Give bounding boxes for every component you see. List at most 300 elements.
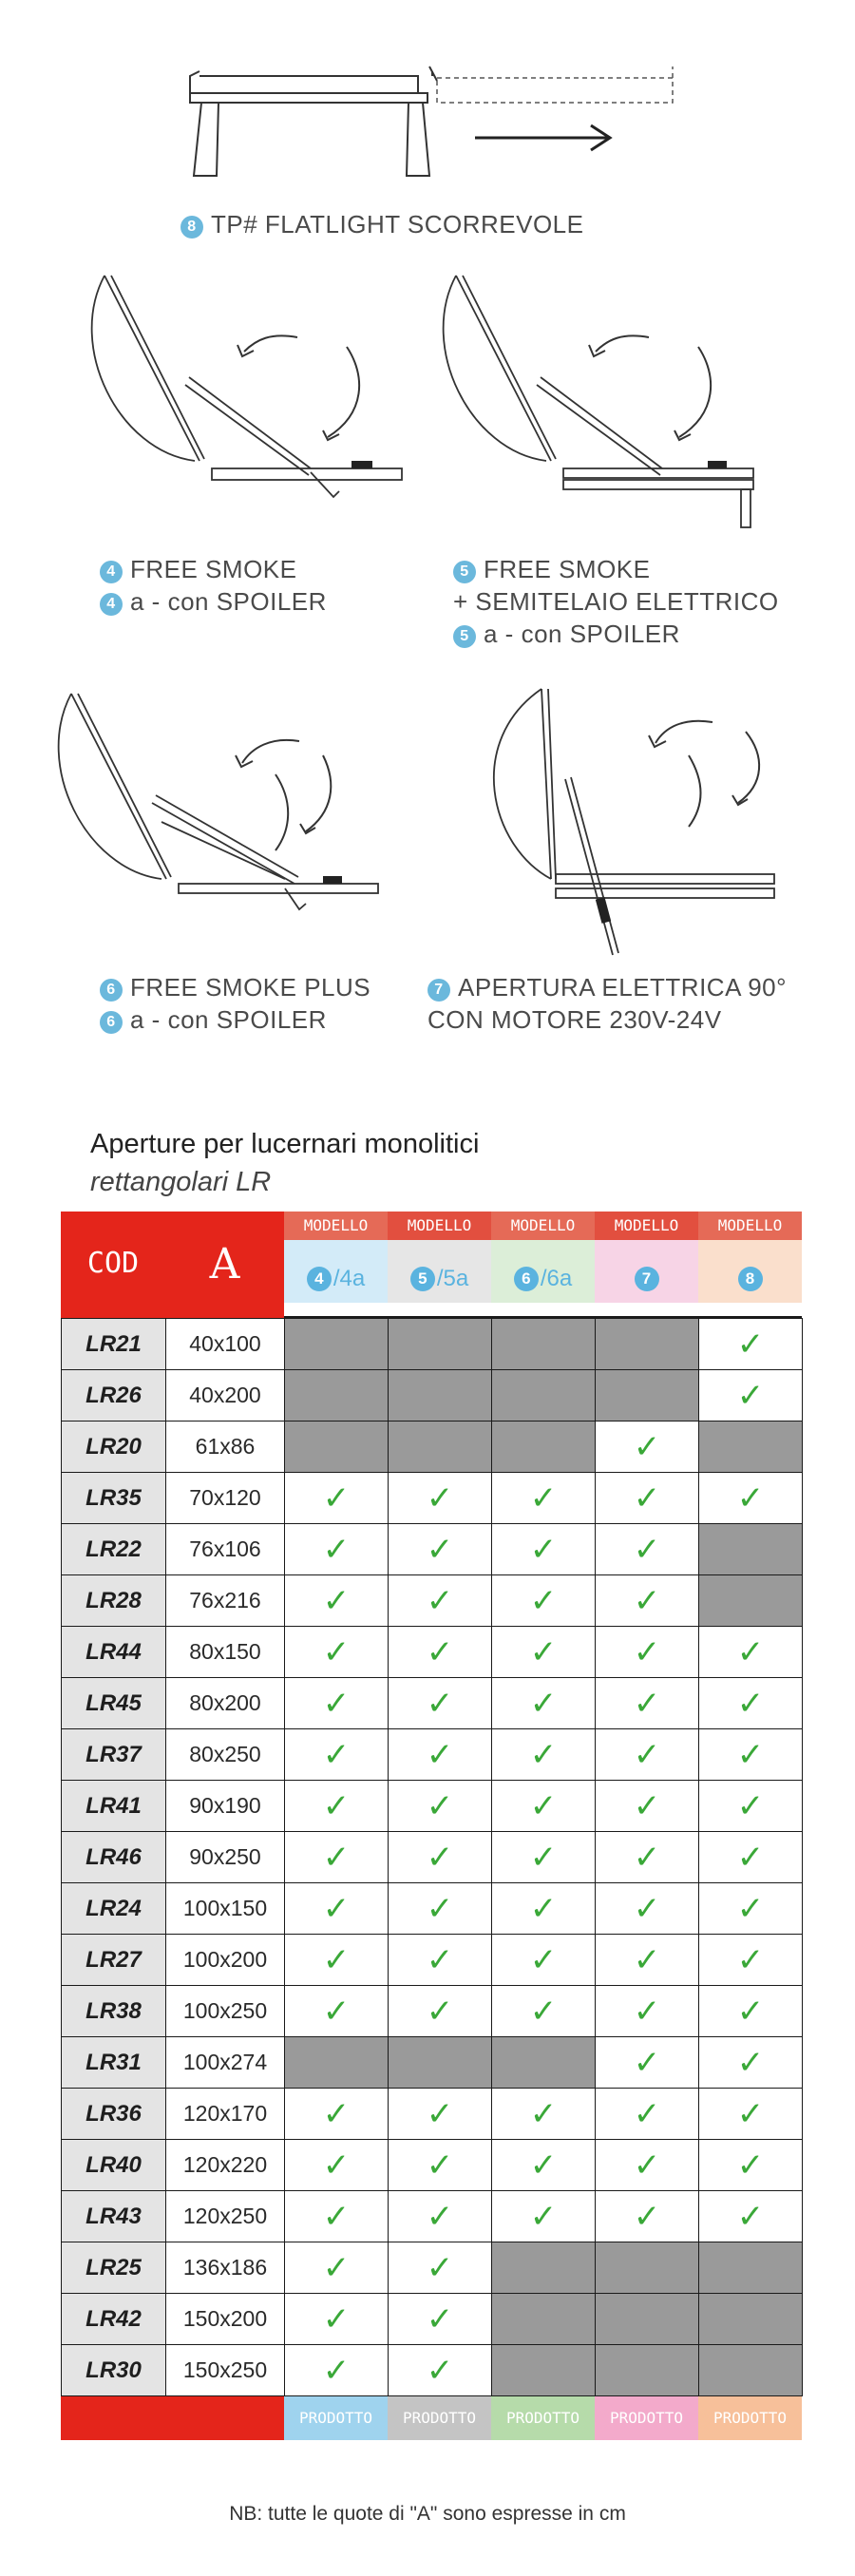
availability-no-cell [389, 1422, 492, 1473]
table-row [62, 1524, 803, 1575]
check-icon: ✓ [426, 1889, 454, 1928]
row-dimension: 100x274 [166, 2037, 285, 2089]
availability-yes-cell [596, 1729, 699, 1781]
model-header-tab: MODELLO [388, 1212, 491, 1240]
row-code: LR42 [62, 2294, 166, 2345]
availability-no-cell [596, 2294, 699, 2345]
availability-yes-cell [389, 1627, 492, 1678]
availability-yes-cell [389, 2242, 492, 2294]
check-icon: ✓ [736, 1838, 765, 1877]
availability-yes-cell [699, 1986, 803, 2037]
row-code: LR43 [62, 2191, 166, 2242]
availability-yes-cell [492, 1883, 596, 1935]
availability-no-cell [389, 1319, 492, 1370]
availability-yes-cell [285, 2242, 389, 2294]
row-code: LR35 [62, 1473, 166, 1524]
check-icon: ✓ [426, 1992, 454, 2031]
availability-yes-cell [389, 2089, 492, 2140]
availability-yes-cell [699, 1935, 803, 1986]
caption-6-line2: a - con SPOILER [130, 1005, 327, 1034]
availability-no-cell [492, 1370, 596, 1422]
availability-no-cell [699, 2242, 803, 2294]
check-icon: ✓ [322, 1632, 351, 1671]
row-code: LR26 [62, 1370, 166, 1422]
availability-yes-cell [699, 2089, 803, 2140]
availability-no-cell [492, 1422, 596, 1473]
check-icon: ✓ [529, 1992, 558, 2031]
check-icon: ✓ [736, 1992, 765, 2031]
check-icon: ✓ [529, 1581, 558, 1620]
check-icon: ✓ [736, 2094, 765, 2133]
row-dimension: 80x250 [166, 1729, 285, 1781]
model-cell [698, 1240, 802, 1303]
check-icon: ✓ [529, 1786, 558, 1825]
model-header-tab: MODELLO [491, 1212, 595, 1240]
check-icon: ✓ [633, 1581, 661, 1620]
row-code: LR22 [62, 1524, 166, 1575]
table-row [62, 1370, 803, 1422]
check-icon: ✓ [426, 1940, 454, 1979]
availability-yes-cell [285, 1473, 389, 1524]
row-dimension: 76x216 [166, 1575, 285, 1627]
table-row [62, 1729, 803, 1781]
availability-no-cell [389, 2037, 492, 2089]
availability-yes-cell [596, 2140, 699, 2191]
table-row [62, 1986, 803, 2037]
availability-yes-cell [285, 1524, 389, 1575]
check-icon: ✓ [322, 1889, 351, 1928]
check-icon: ✓ [426, 2299, 454, 2338]
availability-yes-cell [492, 1832, 596, 1883]
availability-yes-cell [285, 1832, 389, 1883]
check-icon: ✓ [529, 2094, 558, 2133]
availability-yes-cell [596, 1422, 699, 1473]
check-icon: ✓ [426, 2146, 454, 2185]
check-icon: ✓ [529, 1530, 558, 1569]
check-icon: ✓ [633, 1786, 661, 1825]
availability-yes-cell [596, 1781, 699, 1832]
availability-yes-cell [492, 1986, 596, 2037]
caption-8-text: TP# FLATLIGHT SCORREVOLE [211, 210, 584, 239]
model-8-badge: 8 [180, 216, 203, 239]
check-icon: ✓ [529, 1838, 558, 1877]
check-icon: ✓ [736, 2197, 765, 2236]
availability-yes-cell [699, 1319, 803, 1370]
availability-yes-cell [596, 1524, 699, 1575]
model-header-tab: MODELLO [595, 1212, 698, 1240]
availability-yes-cell [389, 1473, 492, 1524]
row-code: LR21 [62, 1319, 166, 1370]
availability-yes-cell [596, 2037, 699, 2089]
table-row [62, 2191, 803, 2242]
check-icon: ✓ [322, 2197, 351, 2236]
availability-yes-cell [596, 1473, 699, 1524]
caption-model-6 [100, 971, 370, 1036]
model-cell [284, 1240, 388, 1303]
availability-yes-cell [596, 2089, 699, 2140]
availability-yes-cell [389, 1832, 492, 1883]
model-4-badge: 4 [100, 561, 123, 583]
check-icon: ✓ [322, 2094, 351, 2133]
availability-yes-cell [596, 2191, 699, 2242]
availability-yes-cell [699, 1473, 803, 1524]
model-header-tab: MODELLO [284, 1212, 388, 1240]
availability-yes-cell [389, 1575, 492, 1627]
footer-red-block [61, 2396, 284, 2440]
table-row [62, 2345, 803, 2396]
row-code: LR27 [62, 1935, 166, 1986]
availability-yes-cell [596, 1627, 699, 1678]
model-cell [388, 1240, 491, 1303]
row-dimension: 100x200 [166, 1935, 285, 1986]
availability-yes-cell [699, 1729, 803, 1781]
availability-yes-cell [389, 1524, 492, 1575]
check-icon: ✓ [736, 1325, 765, 1364]
section-title: Aperture per lucernari monolitici [90, 1129, 480, 1159]
row-dimension: 150x200 [166, 2294, 285, 2345]
check-icon: ✓ [736, 1376, 765, 1415]
availability-yes-cell [596, 1678, 699, 1729]
check-icon: ✓ [426, 1684, 454, 1723]
row-dimension: 150x250 [166, 2345, 285, 2396]
check-icon: ✓ [736, 1889, 765, 1928]
availability-yes-cell [285, 1575, 389, 1627]
row-code: LR45 [62, 1678, 166, 1729]
availability-yes-cell [285, 2345, 389, 2396]
availability-yes-cell [285, 1883, 389, 1935]
caption-5-line2: + SEMITELAIO ELETTRICO [453, 587, 779, 616]
model-suffix: /6a [540, 1266, 573, 1291]
check-icon: ✓ [633, 1992, 661, 2031]
check-icon: ✓ [633, 2197, 661, 2236]
check-icon: ✓ [633, 1479, 661, 1517]
check-icon: ✓ [736, 1940, 765, 1979]
caption-5-line3: a - con SPOILER [484, 620, 680, 648]
model-number-badge: 4 [307, 1267, 332, 1291]
availability-yes-cell [285, 1986, 389, 2037]
check-icon: ✓ [529, 1632, 558, 1671]
availability-yes-cell [492, 1781, 596, 1832]
check-icon: ✓ [529, 1735, 558, 1774]
footer-prodotto-cell: PRODOTTO [388, 2396, 491, 2440]
model-number-badge: 7 [635, 1267, 659, 1291]
availability-yes-cell [699, 1370, 803, 1422]
check-icon: ✓ [633, 1632, 661, 1671]
availability-yes-cell [596, 1935, 699, 1986]
availability-no-cell [285, 1422, 389, 1473]
check-icon: ✓ [633, 1889, 661, 1928]
check-icon: ✓ [736, 1786, 765, 1825]
diagram-free-smoke-plus [57, 689, 399, 917]
diagram-electric-opening [489, 675, 793, 979]
check-icon: ✓ [426, 2197, 454, 2236]
check-icon: ✓ [633, 1530, 661, 1569]
check-icon: ✓ [633, 1940, 661, 1979]
availability-no-cell [285, 1370, 389, 1422]
availability-no-cell [285, 2037, 389, 2089]
check-icon: ✓ [426, 1838, 454, 1877]
table-row [62, 2089, 803, 2140]
row-code: LR41 [62, 1781, 166, 1832]
caption-model-7 [428, 971, 787, 1036]
footer-prodotto-cell: PRODOTTO [698, 2396, 802, 2440]
availability-no-cell [389, 1370, 492, 1422]
check-icon: ✓ [322, 1530, 351, 1569]
check-icon: ✓ [736, 1632, 765, 1671]
table-row [62, 1473, 803, 1524]
row-dimension: 90x190 [166, 1781, 285, 1832]
availability-yes-cell [492, 1627, 596, 1678]
availability-yes-cell [285, 1729, 389, 1781]
row-dimension: 76x106 [166, 1524, 285, 1575]
check-icon: ✓ [736, 2043, 765, 2082]
row-code: LR40 [62, 2140, 166, 2191]
availability-yes-cell [285, 2140, 389, 2191]
row-code: LR36 [62, 2089, 166, 2140]
availability-yes-cell [492, 1473, 596, 1524]
availability-yes-cell [389, 1883, 492, 1935]
check-icon: ✓ [529, 1479, 558, 1517]
model-suffix: /4a [332, 1266, 366, 1291]
availability-yes-cell [389, 1986, 492, 2037]
footer-prodotto-cell: PRODOTTO [284, 2396, 388, 2440]
model-7-badge: 7 [428, 979, 450, 1002]
row-dimension: 120x250 [166, 2191, 285, 2242]
row-dimension: 80x150 [166, 1627, 285, 1678]
caption-model-8 [180, 208, 583, 240]
table-header-a-label: A [209, 1240, 240, 1288]
availability-yes-cell [389, 2140, 492, 2191]
availability-no-cell [699, 2345, 803, 2396]
check-icon: ✓ [426, 1786, 454, 1825]
table-row [62, 1627, 803, 1678]
availability-no-cell [596, 1319, 699, 1370]
availability-yes-cell [285, 2089, 389, 2140]
availability-yes-cell [389, 1678, 492, 1729]
table-row [62, 2037, 803, 2089]
check-icon: ✓ [426, 1479, 454, 1517]
model-cell [595, 1240, 698, 1303]
check-icon: ✓ [529, 2146, 558, 2185]
caption-7-line1: APERTURA ELETTRICA 90° [458, 973, 788, 1002]
availability-yes-cell [699, 2140, 803, 2191]
check-icon: ✓ [426, 1735, 454, 1774]
availability-yes-cell [285, 2294, 389, 2345]
check-icon: ✓ [322, 2146, 351, 2185]
dimension-table [61, 1318, 803, 2396]
availability-no-cell [492, 2242, 596, 2294]
check-icon: ✓ [322, 2299, 351, 2338]
footer-prodotto-cell: PRODOTTO [595, 2396, 698, 2440]
table-row [62, 1575, 803, 1627]
row-dimension: 100x250 [166, 1986, 285, 2037]
table-row [62, 2242, 803, 2294]
caption-6-line1: FREE SMOKE PLUS [130, 973, 371, 1002]
check-icon: ✓ [322, 1581, 351, 1620]
check-icon: ✓ [322, 1735, 351, 1774]
section-subtitle: rettangolari LR [90, 1167, 272, 1197]
check-icon: ✓ [736, 2146, 765, 2185]
model-6a-badge: 6 [100, 1011, 123, 1034]
availability-yes-cell [699, 1883, 803, 1935]
availability-yes-cell [699, 1678, 803, 1729]
availability-yes-cell [389, 2294, 492, 2345]
check-icon: ✓ [322, 2248, 351, 2287]
availability-yes-cell [389, 1781, 492, 1832]
row-code: LR38 [62, 1986, 166, 2037]
availability-yes-cell [699, 1781, 803, 1832]
availability-yes-cell [699, 1627, 803, 1678]
availability-yes-cell [285, 1627, 389, 1678]
availability-yes-cell [285, 1781, 389, 1832]
check-icon: ✓ [529, 1684, 558, 1723]
model-5a-badge: 5 [453, 625, 476, 648]
check-icon: ✓ [322, 1992, 351, 2031]
check-icon: ✓ [426, 2094, 454, 2133]
table-row [62, 1422, 803, 1473]
footnote: NB: tutte le quote di "A" sono espresse in cm [229, 2503, 626, 2525]
check-icon: ✓ [529, 1940, 558, 1979]
availability-yes-cell [596, 1986, 699, 2037]
availability-no-cell [596, 1370, 699, 1422]
row-dimension: 120x220 [166, 2140, 285, 2191]
row-dimension: 100x150 [166, 1883, 285, 1935]
model-number-badge: 5 [410, 1267, 435, 1291]
availability-yes-cell [285, 2191, 389, 2242]
table-row [62, 2140, 803, 2191]
caption-4-line1: FREE SMOKE [130, 555, 297, 583]
row-dimension: 40x100 [166, 1319, 285, 1370]
availability-no-cell [699, 1422, 803, 1473]
row-dimension: 136x186 [166, 2242, 285, 2294]
model-4a-badge: 4 [100, 593, 123, 616]
footer-prodotto-cell: PRODOTTO [491, 2396, 595, 2440]
check-icon: ✓ [529, 1889, 558, 1928]
availability-yes-cell [492, 2140, 596, 2191]
row-code: LR44 [62, 1627, 166, 1678]
model-cell [491, 1240, 595, 1303]
check-icon: ✓ [633, 2094, 661, 2133]
availability-yes-cell [389, 2345, 492, 2396]
check-icon: ✓ [633, 1427, 661, 1466]
availability-yes-cell [699, 1832, 803, 1883]
caption-4-line2: a - con SPOILER [130, 587, 327, 616]
check-icon: ✓ [322, 1479, 351, 1517]
check-icon: ✓ [736, 1479, 765, 1517]
availability-yes-cell [492, 1524, 596, 1575]
check-icon: ✓ [736, 1735, 765, 1774]
row-code: LR31 [62, 2037, 166, 2089]
row-dimension: 90x250 [166, 1832, 285, 1883]
check-icon: ✓ [426, 1581, 454, 1620]
check-icon: ✓ [426, 1632, 454, 1671]
availability-yes-cell [389, 1935, 492, 1986]
check-icon: ✓ [322, 1786, 351, 1825]
availability-yes-cell [285, 1935, 389, 1986]
row-code: LR37 [62, 1729, 166, 1781]
availability-no-cell [492, 2037, 596, 2089]
availability-yes-cell [492, 1678, 596, 1729]
check-icon: ✓ [322, 1684, 351, 1723]
diagram-flatlight-sliding [180, 57, 694, 181]
row-dimension: 120x170 [166, 2089, 285, 2140]
availability-yes-cell [492, 1729, 596, 1781]
availability-yes-cell [389, 1729, 492, 1781]
table-row [62, 1935, 803, 1986]
row-code: LR46 [62, 1832, 166, 1883]
availability-no-cell [699, 1575, 803, 1627]
availability-yes-cell [596, 1575, 699, 1627]
availability-yes-cell [492, 1935, 596, 1986]
caption-5-line1: FREE SMOKE [484, 555, 651, 583]
availability-yes-cell [596, 1883, 699, 1935]
table-row [62, 1883, 803, 1935]
check-icon: ✓ [633, 1735, 661, 1774]
availability-no-cell [596, 2242, 699, 2294]
availability-yes-cell [596, 1832, 699, 1883]
caption-model-5 [453, 553, 779, 650]
check-icon: ✓ [426, 1530, 454, 1569]
availability-no-cell [492, 2294, 596, 2345]
diagram-free-smoke [90, 271, 432, 508]
check-icon: ✓ [633, 1684, 661, 1723]
availability-yes-cell [492, 2191, 596, 2242]
model-number-badge: 6 [514, 1267, 539, 1291]
availability-no-cell [285, 1319, 389, 1370]
row-code: LR20 [62, 1422, 166, 1473]
row-dimension: 70x120 [166, 1473, 285, 1524]
check-icon: ✓ [633, 2043, 661, 2082]
table-row [62, 1678, 803, 1729]
availability-yes-cell [492, 2089, 596, 2140]
check-icon: ✓ [322, 1940, 351, 1979]
availability-no-cell [699, 2294, 803, 2345]
check-icon: ✓ [633, 2146, 661, 2185]
check-icon: ✓ [322, 1838, 351, 1877]
availability-yes-cell [492, 1575, 596, 1627]
availability-no-cell [492, 1319, 596, 1370]
caption-7-line2: CON MOTORE 230V-24V [428, 1005, 722, 1034]
row-code: LR30 [62, 2345, 166, 2396]
table-row [62, 1781, 803, 1832]
table-header-cod-label: COD [86, 1247, 140, 1280]
check-icon: ✓ [529, 2197, 558, 2236]
row-dimension: 61x86 [166, 1422, 285, 1473]
model-suffix: /5a [436, 1266, 469, 1291]
diagram-free-smoke-semitelaio [442, 271, 784, 546]
model-header-tab: MODELLO [698, 1212, 802, 1240]
availability-no-cell [596, 2345, 699, 2396]
row-dimension: 40x200 [166, 1370, 285, 1422]
check-icon: ✓ [426, 2248, 454, 2287]
check-icon: ✓ [736, 1684, 765, 1723]
table-row [62, 1832, 803, 1883]
model-number-badge: 8 [738, 1267, 763, 1291]
model-5-badge: 5 [453, 561, 476, 583]
table-row [62, 2294, 803, 2345]
row-code: LR24 [62, 1883, 166, 1935]
model-6-badge: 6 [100, 979, 123, 1002]
availability-yes-cell [389, 2191, 492, 2242]
availability-no-cell [699, 1524, 803, 1575]
table-row [62, 1319, 803, 1370]
caption-model-4 [100, 553, 327, 618]
check-icon: ✓ [322, 2351, 351, 2390]
row-dimension: 80x200 [166, 1678, 285, 1729]
availability-yes-cell [699, 2037, 803, 2089]
check-icon: ✓ [633, 1838, 661, 1877]
availability-no-cell [492, 2345, 596, 2396]
